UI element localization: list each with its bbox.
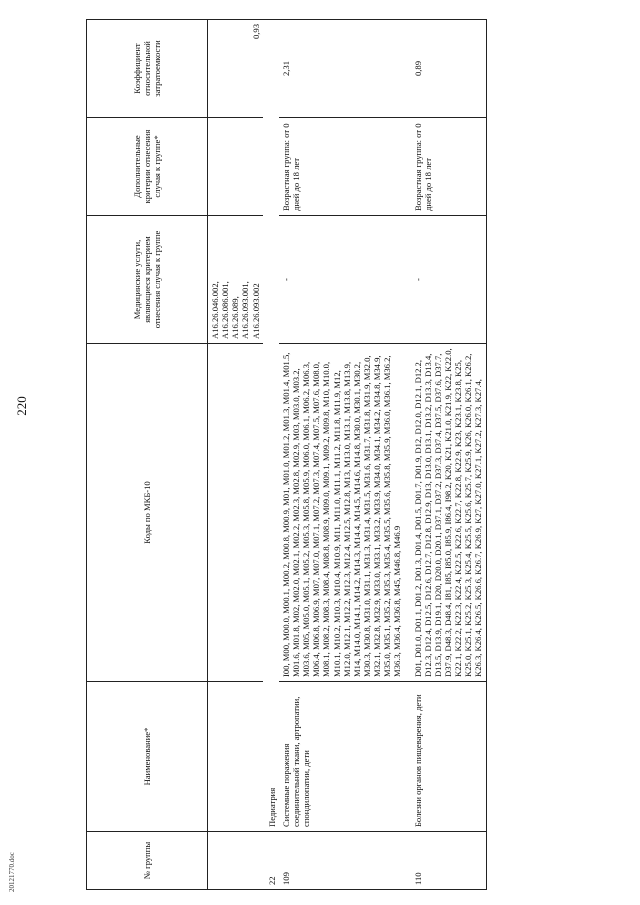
section-title: Педиатрия [263, 20, 279, 832]
continuation-row [208, 20, 263, 890]
coefficient: 2,31 [279, 20, 405, 118]
section-number: 22 [263, 832, 279, 890]
page-number: 220 [14, 396, 29, 416]
continuation-services [208, 216, 263, 344]
additional-criteria: Возрастная группа: от 0 дней до 18 лет [279, 118, 405, 216]
group-name: Системные поражения соединительной ткани, артропатии, спондилопатии, дети [279, 682, 405, 832]
icd-codes: D01, D01.0, D01.1, D01.2, D01.3, D01.4, D01.5, D01.7, D01.9, D12, D12.0, D12.1, D12.2, D12.3, D12.4, D12.5, D12.6, D12.7, D12.8, D12.9, D13, D13.0, D13.1, D13.2, D13.3, D13.4, D13.5, D13.9, D19.1, D20, D20.0, D20.1, D37.1, D37.2, D37.3, D37.4, D37.5, D37.6, D37.7, D37.9, D48.3, D48.4, I81, I85, I85.0, I85.9, I86.4, I98.2, K20, K21, K21.0, K21.9, K22, K22.0, K22.1, K22.2, K22.3, K22.4, K22.5, K22.6, K22.7, K22.8, K22.9, K23, K23.1, K23.8, K25, K25.0, K25.1, K25.2, K25.3, K25.4, K25.5, K25.6, K25.7, K25.9, K26, K26.0, K26.1, K26.2, K26.3, K26.4, K26.5, K26.6, K26.7, K26.9, K27, K27.0, K27.1, K27.2, K27.3, K27.4, [405, 344, 486, 682]
header-name: Наименование* [87, 682, 208, 832]
header-icd-codes: Коды по МКБ-10 [87, 344, 208, 682]
table-row [279, 20, 405, 890]
header-medical-services: Медицинские услуги, являющиеся критерием отнесения случая к группе [87, 216, 208, 344]
ksg-table [86, 19, 487, 890]
continuation-coefficient: 0,93 [250, 24, 261, 40]
medical-services: - [279, 216, 405, 344]
section-row [263, 20, 279, 890]
service-code: A16.26.046.002, [210, 281, 220, 339]
table-header-row [87, 20, 208, 890]
group-number: 110 [405, 832, 486, 890]
service-code: A16.26.093.001, [240, 281, 251, 339]
group-number: 109 [279, 832, 405, 890]
header-coefficient: Коэффициент относительной затратоемкости [87, 20, 208, 118]
icd-codes: I00, M00, M00.0, M00.1, M00.2, M00.8, M00.9, M01, M01.0, M01.2, M01.3, M01.4, M01.5, M01.6, M01.8, M02, M02.0, M02.1, M02.2, M02.3, M02.8, M02.9, M03, M03.0, M03.2, M03.6, M05, M05.0, M05.1, M05.2, M05.3, M05.8, M05.9, M06.0, M06.1, M06.2, M06.3, M06.4, M06.8, M06.9, M07, M07.0, M07.1, M07.2, M07.3, M07.4, M07.5, M07.6, M08.0, M08.1, M08.2, M08.3, M08.4, M08.8, M08.9, M09.0, M09.1, M09.2, M09.8, M10, M10.0, M10.1, M10.2, M10.3, M10.4, M10.9, M11, M11.0, M11.1, M11.2, M11.8, M11.9, M12, M12.0, M12.1, M12.2, M12.3, M12.4, M12.5, M12.8, M13, M13.0, M13.1, M13.8, M13.9, M14, M14.0, M14.1, M14.2, M14.3, M14.4, M14.5, M14.6, M14.8, M30.0, M30.1, M30.2, M30.3, M30.8, M31.0, M31.1, M31.3, M31.4, M31.5, M31.6, M31.7, M31.8, M31.9, M32.0, M32.1, M32.8, M32.9, M33.0, M33.1, M33.2, M33.9, M34.0, M34.1, M34.2, M34.8, M34.9, M35.0, M35.1, M35.2, M35.3, M35.4, M35.5, M35.6, M35.8, M35.9, M36.0, M36.1, M36.2, M36.3, M36.4, M36.8, M45, M46.8, M46.9 [279, 344, 405, 682]
group-name: Болезни органов пищеварения, дети [405, 682, 486, 832]
header-group-no: № группы [87, 832, 208, 890]
service-code: A16.26.093.002 [250, 283, 261, 339]
header-additional-criteria: Дополнительные критерии отнесения случая к группе* [87, 118, 208, 216]
service-code: A16.26.086.001, [220, 281, 231, 339]
service-code: A16.26.089, [230, 296, 241, 339]
table-row [405, 20, 486, 890]
medical-services: - [405, 216, 486, 344]
additional-criteria: Возрастная группа: от 0 дней до 18 лет [405, 118, 486, 216]
footer-filename: 20121770.doc [8, 852, 16, 892]
coefficient: 0,89 [405, 20, 486, 118]
rotated-page [86, 20, 598, 890]
